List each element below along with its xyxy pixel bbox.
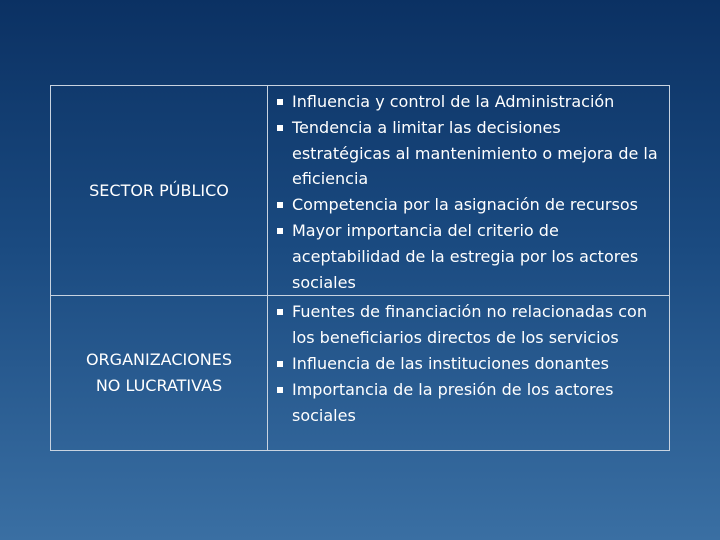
bullet-list: [276, 89, 663, 295]
list-item: [276, 218, 663, 295]
square-bullet-icon: [277, 228, 283, 234]
comparison-table: [50, 85, 670, 451]
row-label-organizaciones-no-lucrativas: [51, 296, 268, 451]
list-item-text: Influencia y control de la Administración: [292, 92, 615, 111]
list-item: [276, 351, 663, 377]
list-item-text: Tendencia a limitar las decisiones estratégicas al mantenimiento o mejora de la eficiencia: [292, 117, 658, 189]
list-item: [276, 299, 663, 351]
list-item: [276, 115, 663, 192]
row-label-text: NO LUCRATIVAS: [95, 376, 223, 396]
row-items-organizaciones-no-lucrativas: [268, 296, 670, 451]
list-item-text: Mayor importancia del criterio de aceptabilidad de la estregia por los actores sociales: [292, 220, 639, 292]
table-row-organizaciones-no-lucrativas: [51, 296, 670, 451]
bullet-list: [276, 299, 663, 428]
list-item-text: Influencia de las instituciones donantes: [292, 353, 609, 373]
square-bullet-icon: [277, 99, 283, 105]
square-bullet-icon: [277, 309, 283, 315]
square-bullet-icon: [277, 361, 283, 367]
list-item: [276, 89, 663, 115]
square-bullet-icon: [277, 202, 283, 208]
list-item-text: Importancia de la presión de los actores sociales: [292, 379, 614, 425]
row-label-text: ORGANIZACIONES: [85, 350, 233, 370]
row-label-sector-publico: [51, 86, 268, 296]
table-row-sector-publico: [51, 86, 670, 296]
row-items-sector-publico: [268, 86, 670, 296]
list-item-text: Competencia por la asignación de recursos: [292, 195, 638, 215]
list-item: [276, 192, 663, 218]
row-label-text: SECTOR PÚBLICO: [89, 180, 229, 200]
square-bullet-icon: [277, 125, 283, 131]
square-bullet-icon: [277, 387, 283, 393]
list-item-text: Fuentes de financiación no relacionadas con los beneficiarios directos de los servicios: [292, 302, 647, 348]
list-item: [276, 377, 663, 429]
